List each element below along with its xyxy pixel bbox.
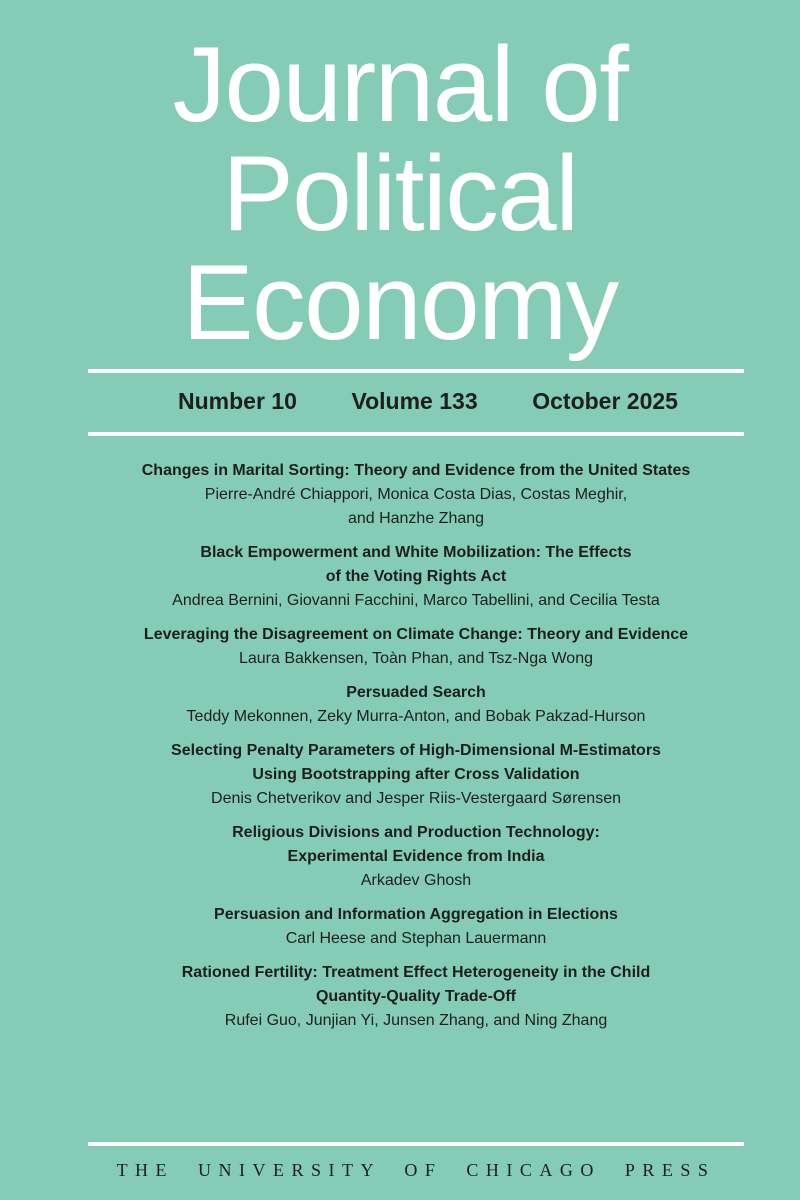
journal-title-line-3: Economy	[182, 242, 618, 362]
toc-entry	[88, 623, 744, 671]
article-authors-line: Rufei Guo, Junjian Yi, Junsen Zhang, and Ning Zhang	[224, 1012, 608, 1029]
article-authors-line: Pierre-André Chiappori, Monica Costa Dias, Costas Meghir,	[204, 486, 628, 503]
toc-entry	[88, 821, 744, 893]
divider-rule-bottom	[88, 1142, 744, 1146]
journal-title-line-1: Journal of	[172, 24, 628, 144]
article-authors-line: Carl Heese and Stephan Lauermann	[285, 930, 547, 947]
divider-rule-mid	[88, 432, 744, 436]
article-title-line: Persuasion and Information Aggregation in Elections	[214, 906, 618, 923]
issue-info	[88, 388, 744, 414]
article-title-line: Selecting Penalty Parameters of High-Dimensional M-Estimators	[171, 742, 661, 759]
toc-entry	[88, 681, 744, 729]
publisher-imprint: THE UNIVERSITY OF CHICAGO PRESS	[116, 1160, 716, 1180]
article-title-line: Experimental Evidence from India	[287, 848, 545, 865]
article-authors-line: Andrea Bernini, Giovanni Facchini, Marco Tabellini, and Cecilia Testa	[172, 592, 660, 609]
article-authors-line: Arkadev Ghosh	[360, 872, 472, 889]
article-authors-line: Laura Bakkensen, Toàn Phan, and Tsz-Nga Wong	[238, 650, 593, 667]
journal-title	[0, 24, 800, 362]
article-authors-line: and Hanzhe Zhang	[347, 510, 485, 527]
issue-date: October 2025	[532, 388, 678, 414]
divider-rule-top	[88, 369, 744, 373]
article-title-line: Quantity-Quality Trade-Off	[315, 988, 516, 1005]
toc-entry	[88, 961, 744, 1033]
issue-number: Number 10	[178, 388, 297, 414]
toc-entry	[88, 903, 744, 951]
journal-title-line-2: Political	[222, 133, 578, 253]
article-title-line: Rationed Fertility: Treatment Effect Heterogeneity in the Child	[181, 964, 651, 981]
article-title-line: Black Empowerment and White Mobilization: The Effects	[200, 544, 632, 561]
table-of-contents	[88, 459, 744, 1043]
article-title-line: Using Bootstrapping after Cross Validation	[252, 766, 580, 783]
article-title-line: of the Voting Rights Act	[325, 568, 507, 585]
article-title-line: Changes in Marital Sorting: Theory and Evidence from the United States	[141, 462, 691, 479]
article-title-line: Persuaded Search	[346, 684, 486, 701]
toc-entry	[88, 541, 744, 613]
toc-entry	[88, 739, 744, 811]
article-title-line: Religious Divisions and Production Technology:	[232, 824, 600, 841]
toc-entry	[88, 459, 744, 531]
issue-volume: Volume 133	[351, 388, 478, 414]
article-authors-line: Teddy Mekonnen, Zeky Murra-Anton, and Bobak Pakzad-Hurson	[186, 708, 646, 725]
article-title-line: Leveraging the Disagreement on Climate Change: Theory and Evidence	[143, 626, 689, 643]
article-authors-line: Denis Chetverikov and Jesper Riis-Vestergaard Sørensen	[211, 790, 621, 807]
